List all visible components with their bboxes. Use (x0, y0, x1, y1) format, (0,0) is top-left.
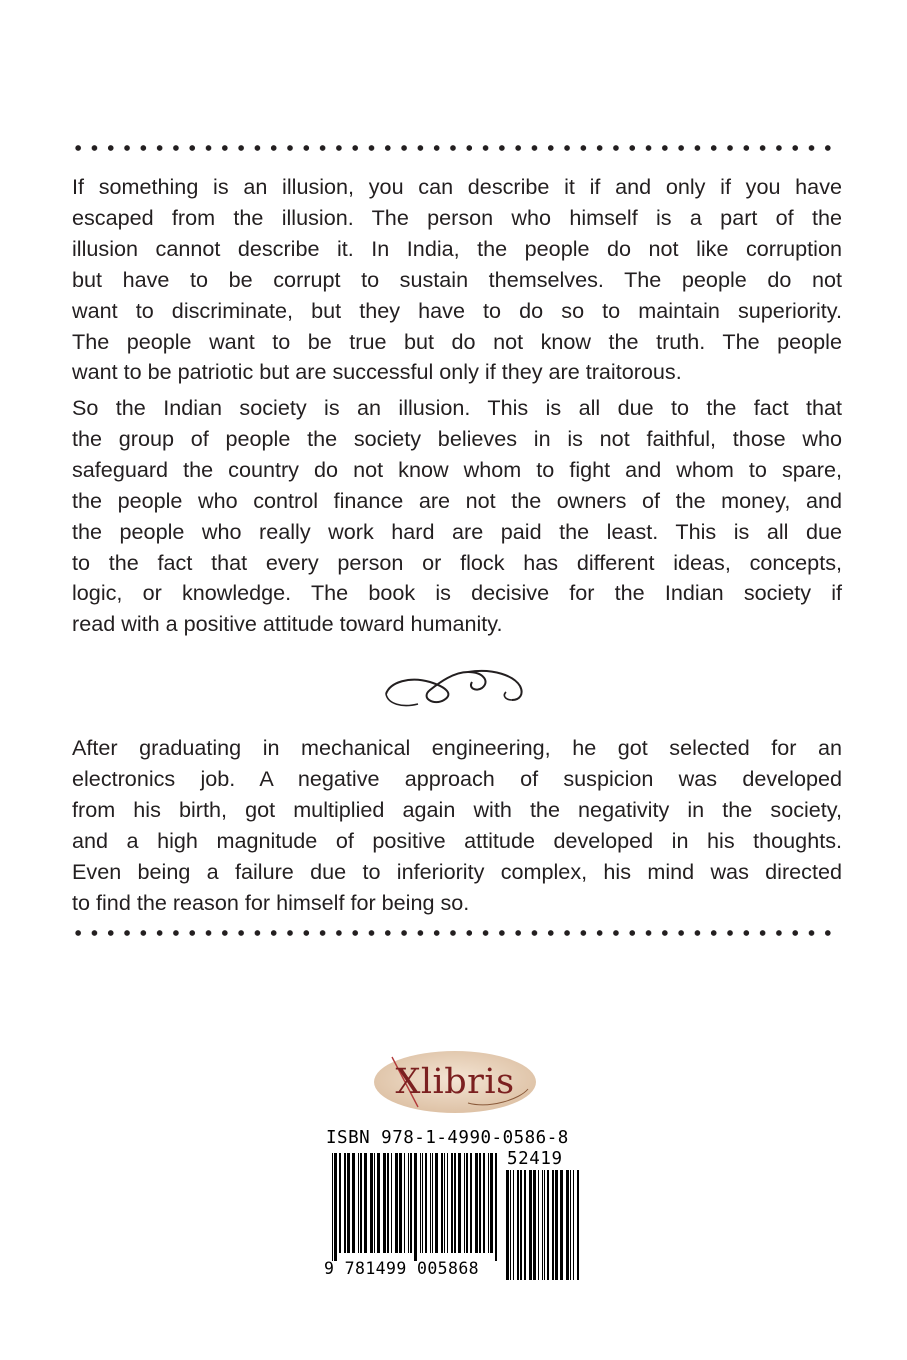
barcode-bar (408, 1153, 409, 1253)
barcode-bar (347, 1153, 350, 1253)
price-code: 52419 (507, 1149, 563, 1169)
text-line: illusion cannot describe it. In India, the people do not like corruption (72, 235, 842, 261)
text-line: the group of people the society believes in is not faithful, those who (72, 425, 842, 451)
barcode-bar (510, 1170, 511, 1280)
barcode-bar (358, 1153, 359, 1253)
flourish-ornament-icon (384, 660, 526, 710)
text-line: safeguard the country do not know whom to fight and whom to spare, (72, 456, 842, 482)
isbn-label: ISBN 978-1-4990-0586-8 (326, 1128, 569, 1148)
barcode-bar (552, 1170, 554, 1280)
dotted-divider-bottom (70, 929, 840, 937)
text-line: the people who control finance are not the owners of the money, and (72, 487, 842, 513)
barcode-bar (339, 1153, 341, 1253)
barcode-bar (533, 1170, 536, 1280)
barcode-bar (495, 1153, 497, 1261)
barcode-bar (566, 1170, 569, 1280)
barcode-bar (435, 1153, 438, 1253)
barcode-bar (506, 1170, 509, 1280)
barcode-bar (555, 1170, 558, 1280)
barcode-bar (513, 1170, 514, 1280)
barcode-bar (383, 1153, 386, 1253)
publisher-logo (372, 1049, 538, 1115)
text-line: want to be patriotic but are successful only if they are traitorous. (72, 359, 682, 385)
barcode-bar (370, 1153, 373, 1253)
barcode-bar (517, 1170, 519, 1280)
barcode-bar (483, 1153, 485, 1253)
text-line: to find the reason for himself for being so. (72, 889, 470, 915)
barcode-bar (374, 1153, 375, 1253)
text-line: the people who really work hard are paid the least. This is all due (72, 518, 842, 544)
barcode-bar (395, 1153, 398, 1253)
barcode-bar (414, 1153, 417, 1261)
text-line: The people want to be true but do not know the truth. The people (72, 328, 842, 354)
text-line: but have to be corrupt to sustain themselves. The people do not (72, 266, 842, 292)
text-line: from his birth, got multiplied again with the negativity in the society, (72, 796, 842, 822)
barcode-bar (451, 1153, 453, 1253)
text-line: Even being a failure due to inferiority complex, his mind was directed (72, 858, 842, 884)
barcode-bar (432, 1153, 433, 1253)
barcode-bar (377, 1153, 380, 1253)
barcode-bar (444, 1153, 445, 1253)
barcode-bar (466, 1153, 468, 1253)
barcode-bar (570, 1170, 571, 1280)
dotted-divider-top (70, 144, 840, 152)
text-line: electronics job. A negative approach of suspicion was developed (72, 765, 842, 791)
barcode-bar (560, 1170, 563, 1280)
text-line: to the fact that every person or flock has different ideas, concepts, (72, 549, 842, 575)
blurb-paragraph-2 (72, 393, 842, 640)
barcode-bar (352, 1153, 355, 1253)
barcode-bar (422, 1153, 423, 1253)
publisher-name: Xlibris (395, 1062, 515, 1102)
text-line: and a high magnitude of positive attitude developed in his thoughts. (72, 827, 842, 853)
text-line: logic, or knowledge. The book is decisive for the Indian society if (72, 580, 842, 606)
text-line: want to discriminate, but they have to do so to maintain superiority. (72, 297, 842, 323)
barcode-bar (544, 1170, 545, 1280)
barcode-bar (332, 1153, 333, 1261)
barcode-bar (488, 1153, 489, 1253)
barcode-bar (520, 1170, 522, 1280)
barcode-bar (573, 1170, 574, 1280)
barcode-bar (538, 1170, 539, 1280)
barcode-bar (334, 1153, 337, 1261)
barcode-bar (547, 1170, 549, 1280)
barcode-bar (454, 1153, 456, 1253)
barcode-bar (360, 1153, 362, 1253)
barcode-bar (529, 1170, 532, 1280)
text-line: read with a positive attitude toward humanity. (72, 611, 503, 637)
text-line: If something is an illusion, you can describe it if and only if you have (72, 174, 842, 199)
barcode-bar (404, 1153, 405, 1253)
barcode-bar (425, 1153, 427, 1253)
barcode-bar (458, 1153, 461, 1253)
barcode-bar (344, 1153, 346, 1253)
text-line: escaped from the illusion. The person who himself is a part of the (72, 204, 842, 230)
ean-digits: 9 781499 005868 (324, 1259, 480, 1278)
addon-barcode-bars (506, 1170, 582, 1282)
barcode-bar (399, 1153, 402, 1253)
barcode-bar (577, 1170, 579, 1280)
barcode-bar (490, 1153, 493, 1253)
barcode-bar (447, 1153, 448, 1253)
text-line: After graduating in mechanical engineering, he got selected for an (72, 735, 842, 760)
barcode-bar (387, 1153, 389, 1253)
barcode-bar (464, 1153, 465, 1253)
author-bio (72, 733, 842, 918)
barcode-bar (391, 1153, 392, 1253)
barcode-bar (441, 1153, 443, 1253)
barcode-bar (524, 1170, 526, 1280)
isbn-barcode (318, 1128, 588, 1278)
barcode-bar (420, 1153, 421, 1253)
blurb-paragraph-1 (72, 172, 842, 388)
barcode-bar (430, 1153, 431, 1253)
barcode-bar (475, 1153, 478, 1253)
text-line: So the Indian society is an illusion. This is all due to the fact that (72, 395, 842, 420)
barcode-bar (364, 1153, 367, 1253)
barcode-bar (410, 1153, 412, 1253)
barcode-bar (479, 1153, 481, 1253)
barcode-bar (470, 1153, 472, 1253)
barcode-bar (542, 1170, 543, 1280)
ean-barcode-bars (332, 1153, 500, 1263)
